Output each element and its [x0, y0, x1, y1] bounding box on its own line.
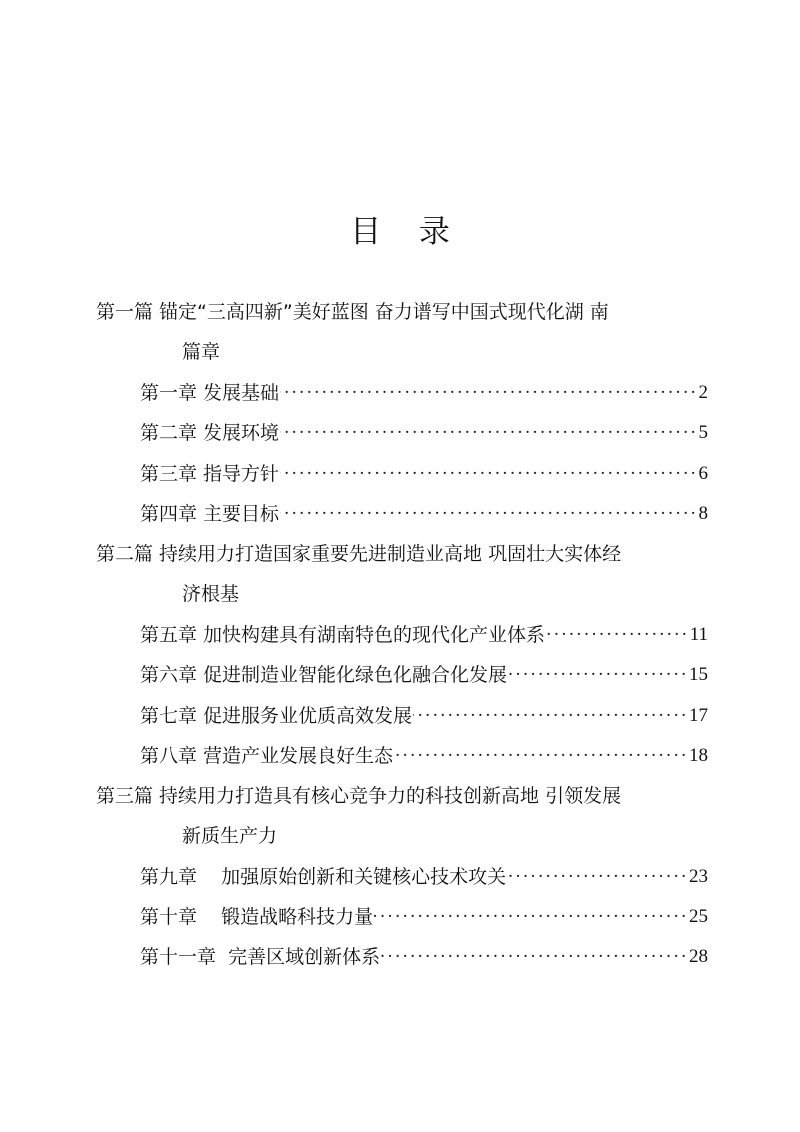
part-heading-3[interactable] [96, 776, 716, 856]
toc-entry-chapter-11[interactable] [140, 937, 708, 977]
chapter-title: 第八章 营造产业发展良好生态 [140, 745, 394, 767]
part-title-line1: 第一篇 锚定“三高四新”美好蓝图 奋力谱写中国式现代化湖 南 [96, 301, 609, 323]
dot-leader [280, 373, 697, 413]
part-heading-1[interactable] [96, 292, 716, 372]
dot-leader [546, 615, 689, 655]
part-heading-2[interactable] [96, 534, 716, 614]
dot-leader [280, 413, 697, 453]
chapter-title: 第十章 锻造战略科技力量 [140, 906, 374, 928]
page-number: 8 [698, 503, 708, 524]
page-number: 6 [698, 463, 708, 484]
dot-leader [394, 736, 688, 776]
toc-entry-chapter-3[interactable] [140, 454, 708, 494]
chapter-title: 第三章 指导方针 [140, 463, 280, 485]
chapter-title: 第二章 发展环境 [140, 422, 280, 444]
dot-leader [413, 696, 688, 736]
dot-leader [280, 454, 697, 494]
dot-leader [280, 494, 697, 534]
chapter-title: 第九章 加强原始创新和关键核心技术攻关 [140, 866, 507, 888]
chapter-title: 第四章 主要目标 [140, 503, 280, 525]
toc-entry-chapter-1[interactable] [140, 373, 708, 413]
page-number: 25 [689, 906, 708, 927]
page-number: 15 [689, 664, 708, 685]
page-number: 5 [698, 422, 708, 443]
chapter-title: 第六章 促进制造业智能化绿色化融合化发展 [140, 664, 508, 686]
page-number: 17 [689, 705, 708, 726]
toc-entry-chapter-2[interactable] [140, 413, 708, 453]
dot-leader [508, 655, 688, 695]
chapter-title: 第十一章 完善区域创新体系 [140, 946, 381, 968]
toc-entry-chapter-4[interactable] [140, 494, 708, 534]
toc-entry-chapter-10[interactable] [140, 897, 708, 937]
part-title-line2: 篇章 [182, 341, 221, 363]
page-number: 28 [689, 946, 708, 967]
dot-leader [381, 937, 688, 977]
toc-title: 目 录 [350, 214, 464, 250]
page-number: 18 [689, 745, 708, 766]
dot-leader [374, 897, 688, 937]
toc-entry-chapter-6[interactable] [140, 655, 708, 695]
chapter-title: 第五章 加快构建具有湖南特色的现代化产业体系 [140, 624, 546, 646]
chapter-title: 第七章 促进服务业优质高效发展 [140, 705, 413, 727]
chapter-title: 第一章 发展基础 [140, 382, 280, 404]
toc-entry-chapter-7[interactable] [140, 696, 708, 736]
page-number: 11 [689, 624, 708, 645]
page-number: 23 [689, 866, 708, 887]
dot-leader [507, 857, 688, 897]
toc-entry-chapter-9[interactable] [140, 857, 708, 897]
part-title-line1: 第三篇 持续用力打造具有核心竞争力的科技创新高地 引领发展 [96, 785, 622, 807]
part-title-line2: 济根基 [182, 583, 240, 605]
page-number: 2 [698, 382, 708, 403]
part-title-line2: 新质生产力 [182, 825, 278, 847]
toc-entry-chapter-8[interactable] [140, 736, 708, 776]
part-title-line1: 第二篇 持续用力打造国家重要先进制造业高地 巩固壮大实体经 [96, 543, 622, 565]
toc-entry-chapter-5[interactable] [140, 615, 708, 655]
